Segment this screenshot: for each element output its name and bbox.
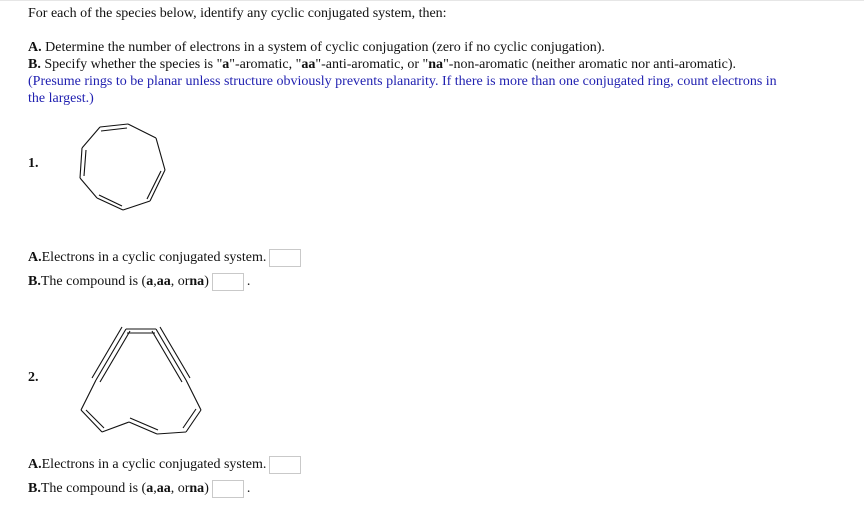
problem-2-answer-a-row (28, 455, 301, 475)
problem-1-b-text-1: The compound is ( (40, 274, 147, 289)
instruction-b-text-2: "-aromatic, " (229, 57, 302, 72)
right-triple-1 (156, 329, 186, 380)
problem-1-b-na: na (189, 274, 205, 289)
instruction-a-text: Determine the number of electrons in a system of cyclic conjugation (zero if no cyclic conjugation). (41, 40, 605, 55)
problem-1-b-prefix: B. (28, 274, 41, 289)
left-chain-2 (81, 410, 102, 432)
problem-2-a-prefix: A. (28, 457, 42, 472)
problem-2-b-text-2: ) (204, 481, 209, 496)
problem-1-b-a: a (146, 274, 154, 289)
instruction-b-text-3: "-anti-aromatic, or " (315, 57, 429, 72)
note-line-1: (Presume rings to be planar unless structure obviously prevents planarity. If there is more than one conjugated ring, count electrons in (28, 74, 777, 89)
problem-1-a-text: Electrons in a cyclic conjugated system. (41, 250, 267, 265)
problem-1-b-sep1: , (153, 274, 157, 289)
problem-1-b-sep2: , or (170, 274, 190, 289)
bond-3 (156, 138, 165, 170)
right-chain-2-double (183, 409, 196, 428)
problem-1-a-prefix: A. (28, 250, 42, 265)
left-chain-1 (81, 380, 96, 410)
problem-2-b-sep1: , (153, 481, 157, 496)
instruction-b (28, 56, 736, 73)
instruction-b-a: a (222, 57, 230, 72)
top-divider (0, 0, 864, 1)
bond-2 (128, 124, 156, 138)
bond-8-double (84, 150, 86, 176)
problem-1-answer-a-row (28, 248, 301, 268)
problem-2-b-prefix: B. (28, 481, 41, 496)
problem-2-b-aa: aa (156, 481, 171, 496)
problem-1-answer-b-row (28, 272, 250, 292)
left-triple-1 (96, 329, 126, 380)
problem-2-number: 2. (28, 370, 39, 385)
instruction-a-label: A. (28, 40, 42, 55)
problem-1-end-dot: . (246, 274, 251, 289)
bond-5 (123, 201, 150, 210)
problem-1-b-aa: aa (156, 274, 171, 289)
bottom-3 (157, 432, 186, 434)
bond-4-double (147, 171, 161, 199)
instruction-b-na: na (428, 57, 444, 72)
intro-text: For each of the species below, identify any cyclic conjugated system, then: (28, 6, 447, 21)
problem-2-a-text: Electrons in a cyclic conjugated system. (41, 457, 267, 472)
right-chain-1 (186, 380, 201, 410)
problem-2-b-text-1: The compound is ( (40, 481, 147, 496)
instruction-b-text-1: Specify whether the species is " (40, 57, 223, 72)
instruction-b-label: B. (28, 57, 41, 72)
problem-2-b-a: a (146, 481, 154, 496)
bond-4 (150, 170, 165, 201)
problem-2-compound-input[interactable] (212, 480, 244, 498)
instruction-a (28, 39, 605, 56)
dehydroannulene-structure (74, 322, 210, 440)
bond-9 (82, 127, 100, 148)
cyclononatetraene-structure (70, 118, 174, 218)
problem-2-electrons-input[interactable] (269, 456, 301, 474)
problem-1-b-text-2: ) (204, 274, 209, 289)
problem-1-compound-input[interactable] (212, 273, 244, 291)
problem-2-answer-b-row (28, 479, 250, 499)
problem-1-number: 1. (28, 156, 39, 171)
instruction-b-aa: aa (301, 57, 316, 72)
bond-7 (80, 178, 97, 198)
problem-2-b-sep2: , or (170, 481, 190, 496)
bond-1-double (101, 128, 127, 131)
note-line-2: the largest.) (28, 91, 94, 106)
problem-1-electrons-input[interactable] (269, 249, 301, 267)
bottom-1 (102, 422, 129, 432)
instruction-b-text-4: "-non-aromatic (neither aromatic nor anti-aromatic). (443, 57, 737, 72)
problem-2-end-dot: . (246, 481, 251, 496)
problem-2-b-na: na (189, 481, 205, 496)
bond-8 (80, 148, 82, 178)
bond-1 (100, 124, 128, 127)
